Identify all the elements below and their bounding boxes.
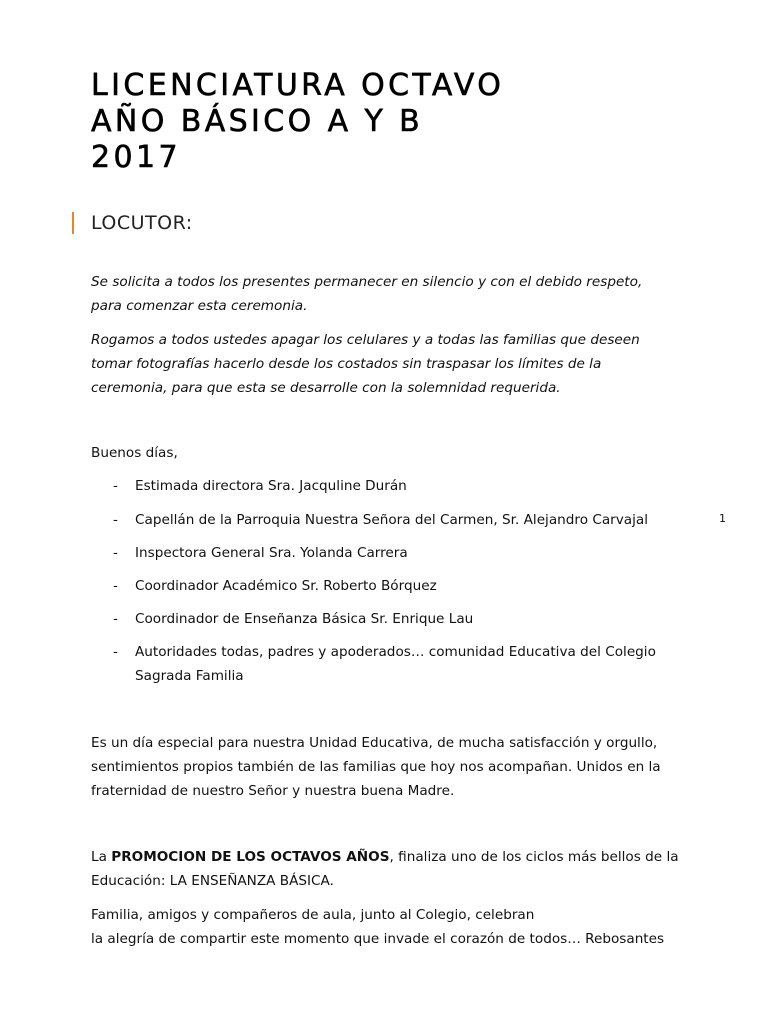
- list-dash: -: [113, 512, 118, 528]
- title-line-1: LICENCIATURA OCTAVO: [91, 68, 505, 103]
- promo-bold: PROMOCION DE LOS OCTAVOS AÑOS: [111, 849, 390, 865]
- list-dash: -: [113, 578, 118, 594]
- promo-suffix: , finaliza uno de los ciclos más bellos de la: [389, 849, 679, 865]
- intro-line: tomar fotografías hacerlo desde los costados sin traspasar los límites de la: [91, 356, 602, 372]
- list-item-text: Capellán de la Parroquia Nuestra Señora del Carmen, Sr. Alejandro Carvajal: [135, 512, 649, 528]
- title-line-3: 2017: [91, 140, 181, 175]
- list-dash: -: [113, 545, 118, 561]
- list-item-line: Autoridades todas, padres y apoderados… comunidad Educativa del Colegio: [135, 644, 656, 660]
- list-item-text: Coordinador Académico Sr. Roberto Bórquez: [135, 578, 437, 594]
- paragraph-line: fraternidad de nuestro Señor y nuestra buena Madre.: [91, 783, 455, 799]
- intro-line: Se solicita a todos los presentes permanecer en silencio y con el debido respeto,: [91, 274, 643, 290]
- list-item-text: Inspectora General Sra. Yolanda Carrera: [135, 545, 408, 561]
- greeting: Buenos días,: [91, 445, 178, 461]
- list-item-line: Sagrada Familia: [135, 668, 244, 684]
- paragraph-line: sentimientos propios también de las familias que hoy nos acompañan. Unidos en la: [91, 759, 661, 775]
- list-dash: -: [113, 611, 118, 627]
- document-title: [91, 68, 651, 176]
- page-number: 1: [719, 512, 726, 525]
- promo-line: [91, 845, 679, 869]
- intro-line: para comenzar esta ceremonia.: [91, 298, 308, 314]
- paragraph-line: Es un día especial para nuestra Unidad Educativa, de mucha satisfacción y orgullo,: [91, 735, 658, 751]
- heading-accent-bar: [72, 212, 74, 234]
- intro-line: Rogamos a todos ustedes apagar los celulares y a todas las familias que deseen: [91, 332, 640, 348]
- paragraph-line: Familia, amigos y compañeros de aula, junto al Colegio, celebran: [91, 907, 535, 923]
- section-heading: LOCUTOR:: [91, 212, 193, 234]
- promo-line-2: Educación: LA ENSEÑANZA BÁSICA.: [91, 873, 334, 889]
- list-item-text: Estimada directora Sra. Jacquline Durán: [135, 478, 407, 494]
- list-item-text: [135, 640, 656, 688]
- list-item-text: Coordinador de Enseñanza Básica Sr. Enrique Lau: [135, 611, 474, 627]
- list-dash: -: [113, 644, 118, 660]
- intro-line: ceremonia, para que esta se desarrolle con la solemnidad requerida.: [91, 380, 561, 396]
- paragraph-line: la alegría de compartir este momento que invade el corazón de todos… Rebosantes: [91, 931, 665, 947]
- title-line-2: AÑO BÁSICO A Y B: [91, 104, 424, 139]
- list-dash: -: [113, 478, 118, 494]
- promo-prefix: La: [91, 849, 112, 865]
